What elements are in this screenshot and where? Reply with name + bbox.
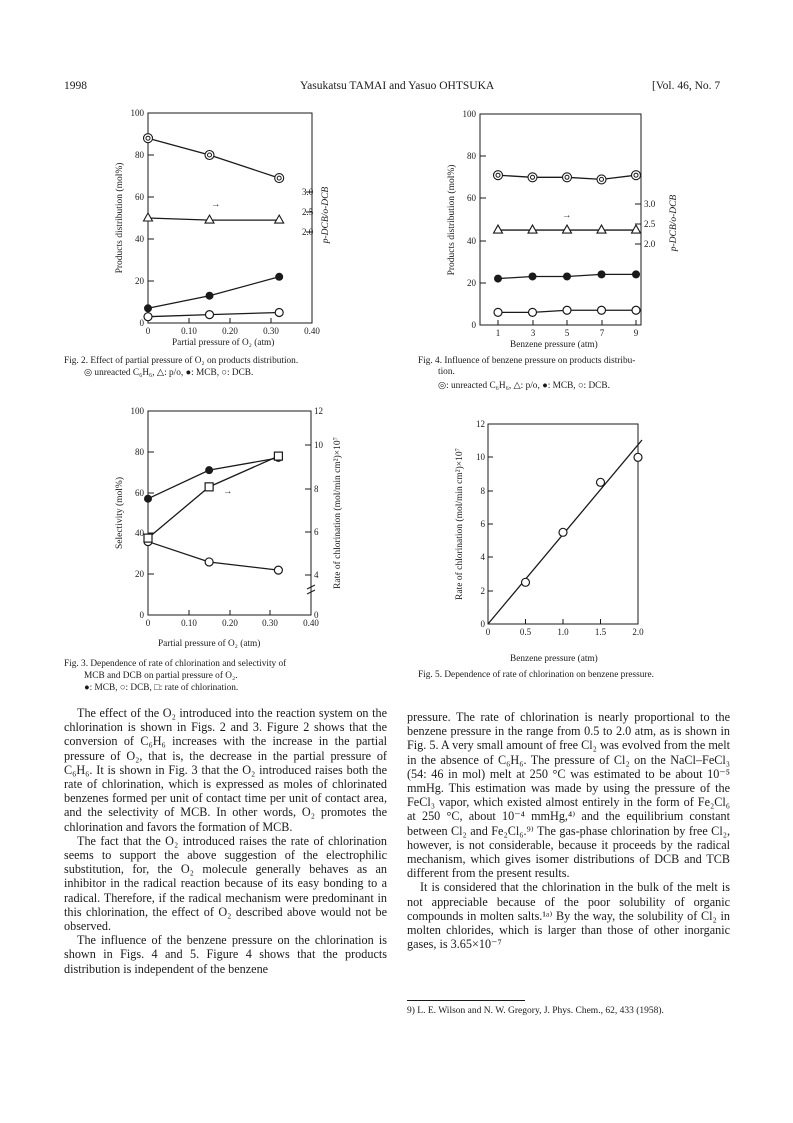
fig4-dcb-point xyxy=(494,308,502,316)
fig3-dcb-line xyxy=(148,542,278,571)
fig5-x-ticks xyxy=(526,619,601,624)
right-column xyxy=(407,710,730,951)
fig5-xtick-20: 2.0 xyxy=(632,627,644,637)
fig4-y2tick-25: 2.5 xyxy=(644,219,656,229)
fig3-rate-line xyxy=(148,456,278,538)
fig5-ytick-0: 0 xyxy=(480,619,485,629)
fig3-y2tick-8: 8 xyxy=(314,484,319,494)
fig3-x-ticks xyxy=(189,610,270,615)
fig4-xtick-3: 3 xyxy=(530,328,536,338)
fig2-ytick-40: 40 xyxy=(135,234,144,244)
fig3-caption-line1: Fig. 3. Dependence of rate of chlorination and selectivity of xyxy=(64,659,287,669)
fig3-arrow: → xyxy=(223,487,233,497)
fig2-mcb-point xyxy=(206,292,214,300)
fig4-frame xyxy=(480,114,641,325)
fig4-mcb-point xyxy=(494,275,502,283)
page-number: 1998 xyxy=(64,80,87,92)
fig5-xlabel: Benzene pressure (atm) xyxy=(510,654,598,664)
fig3-ylabel: Selectivity (mol%) xyxy=(115,476,125,550)
fig4-x-ticks xyxy=(498,320,636,325)
fig4-xtick-5: 5 xyxy=(564,328,570,338)
fig2-ytick-20: 20 xyxy=(135,276,144,286)
fig2-caption-line2: ◎ unreacted C₆H₆, △: p/o, ●: MCB, ○: DCB. xyxy=(84,368,254,378)
fig3-ytick-40: 40 xyxy=(135,528,144,538)
fig4-xlabel: Benzene pressure (atm) xyxy=(510,340,598,350)
fig2-ylabel: Products distribution (mol%) xyxy=(115,162,125,274)
fig2-arrow: → xyxy=(211,200,221,210)
fig5-caption: Fig. 5. Dependence of rate of chlorination on benzene pressure. xyxy=(418,670,654,680)
fig3-y2label: Rate of chlorination (mol/min cm²)×10⁷ xyxy=(333,437,343,589)
fig2-po-ratio-line xyxy=(148,218,279,220)
fig2-y2label: p-DCB/o-DCB xyxy=(321,186,331,244)
fig3-xtick-0: 0 xyxy=(145,618,151,628)
fig4-dcb-point xyxy=(529,308,537,316)
fig4-po-ratio-point xyxy=(528,225,537,233)
fig5-ytick-4: 4 xyxy=(480,552,485,562)
fig3-dcb-point xyxy=(205,558,213,566)
fig3-ytick-60: 60 xyxy=(135,488,144,498)
fig2-unreacted-point xyxy=(144,134,153,143)
fig5-rate-point xyxy=(597,478,605,486)
fig4-unreacted-point xyxy=(563,173,572,182)
fig3-xtick-010: 0.10 xyxy=(181,618,197,628)
fig2-xtick-010: 0.10 xyxy=(181,326,197,336)
fig4-unreacted-point xyxy=(597,175,606,184)
fig4-ytick-40: 40 xyxy=(467,236,476,246)
fig4-po-ratio-point xyxy=(563,225,572,233)
fig4-ytick-0: 0 xyxy=(471,320,476,330)
fig5-ytick-10: 10 xyxy=(476,452,485,462)
fig3-ytick-100: 100 xyxy=(130,406,144,416)
footnote-9: 9) L. E. Wilson and N. W. Gregory, J. Phys. Chem., 62, 433 (1958). xyxy=(407,1006,664,1016)
footnote-rule xyxy=(407,1000,525,1001)
fig3-ytick-0: 0 xyxy=(139,610,144,620)
fig4-arrow: → xyxy=(562,211,572,221)
fig4-y2label: p-DCB/o-DCB xyxy=(669,194,679,252)
fig2-xtick-040: 0.40 xyxy=(304,326,320,336)
fig2-mcb-point xyxy=(275,273,283,281)
fig5-ytick-12: 12 xyxy=(476,419,485,429)
fig4-mcb-point xyxy=(598,270,606,278)
left-paragraph-3: The influence of the benzene pressure on the chlorination is shown in Figs. 4 and 5. Figure 4 shows that the products distribution is independent of the benzene xyxy=(64,933,387,976)
running-title: Yasukatsu TAMAI and Yasuo OHTSUKA xyxy=(300,80,495,92)
fig2-xtick-020: 0.20 xyxy=(222,326,238,336)
fig3-caption-line2: MCB and DCB on partial pressure of O₂. xyxy=(84,671,238,681)
fig3-y2tick-10: 10 xyxy=(314,440,323,450)
fig4-xtick-7: 7 xyxy=(599,328,605,338)
fig4-ytick-100: 100 xyxy=(462,109,476,119)
fig5-xtick-15: 1.5 xyxy=(594,627,607,637)
fig5-frame xyxy=(488,424,638,624)
fig3-y-ticks xyxy=(148,452,154,574)
fig2-mcb-line xyxy=(148,277,279,309)
fig5-ylabel: Rate of chlorination (mol/min cm²)×10⁷ xyxy=(455,448,465,600)
fig5-rate-point xyxy=(522,578,530,586)
fig2-po-ratio-point xyxy=(144,213,153,221)
fig3-frame xyxy=(148,411,311,615)
fig4-ytick-80: 80 xyxy=(467,151,476,161)
fig5-chart xyxy=(432,415,662,645)
fig2-y2tick-25: 2.5 xyxy=(302,207,314,217)
fig3-rate-point xyxy=(205,483,213,491)
fig4-ytick-20: 20 xyxy=(467,278,476,288)
fig4-dcb-point xyxy=(598,306,606,314)
volume-info: [Vol. 46, No. 7 xyxy=(652,80,721,92)
fig4-y2tick-30: 3.0 xyxy=(644,199,656,209)
fig4-xtick-9: 9 xyxy=(633,328,639,338)
fig4-mcb-point xyxy=(529,272,537,280)
fig3-y2tick-4: 4 xyxy=(314,570,319,580)
fig4-xtick-1: 1 xyxy=(495,328,501,338)
left-column xyxy=(64,706,387,976)
right-paragraph-1: pressure. The rate of chlorination is nearly proportional to the benzene pressure in the range from 0.5 to 2.0 atm, as is shown in Fig. 5. A very small amount of free Cl₂ was evolved from the melt in the absence of C₆H₆. The pressure of Cl₂ on the NaCl–FeCl₃ (54: 46 in mol) melt at 250 °C was estimated to be about 10⁻⁵ mmHg. This estimation was made by using the pressure of the FeCl₃ vapor, which existed almost entirely in the form of Fe₂Cl₆ at 250 °C, about 10⁻⁴ mmHg,⁴⁾ and the equilibrium constant between Cl₂ and Fe₂Cl₆.⁹⁾ The gas-phase chlorination by free Cl₂, however, is not considerable, because it proceeds by the radical mechanism, which gives isomer distributions of DCB and TCB different from the present results. xyxy=(407,710,730,881)
fig4-y-ticks xyxy=(480,156,486,283)
fig4-po-ratio-point xyxy=(494,225,503,233)
fig3-chart xyxy=(100,405,350,635)
fig3-caption-line3: ●: MCB, ○: DCB, □: rate of chlorination. xyxy=(84,683,239,693)
fig2-y2tick-30: 3.0 xyxy=(302,187,314,197)
fig3-xtick-020: 0.20 xyxy=(222,618,238,628)
fig3-dcb-point xyxy=(274,566,282,574)
fig4-po-ratio-point xyxy=(632,225,641,233)
fig2-ytick-100: 100 xyxy=(130,108,144,118)
fig5-ytick-6: 6 xyxy=(480,519,485,529)
fig2-y2tick-20: 2.0 xyxy=(302,227,314,237)
fig2-ytick-60: 60 xyxy=(135,192,144,202)
fig3-mcb-point xyxy=(205,466,213,474)
fig2-dcb-point xyxy=(275,309,283,317)
fig2-caption-line1: Fig. 2. Effect of partial pressure of O₂ on products distribution. xyxy=(64,356,299,366)
fig4-chart xyxy=(432,105,697,355)
fig3-y2tick-6: 6 xyxy=(314,527,319,537)
fig4-caption-line3: ◎: unreacted C₆H₆, △: p/o, ●: MCB, ○: DCB. xyxy=(438,381,610,391)
fig4-ylabel: Products distribution (mol%) xyxy=(447,164,457,276)
left-paragraph-1: The effect of the O₂ introduced into the reaction system on the chlorination is shown in Figs. 2 and 3. Figure 2 shows that the conversion of C₆H₆ increases with the increase in the partial pressure of O₂, that is, the decrease in the partial pressure of C₆H₆. It is shown in Fig. 3 that the O₂ introduced raises both the rate of chlorination, which is expressed as moles of chlorinated benzenes formed per unit of contact time per unit of contact area, and the selectivity of MCB. In other words, O₂ promotes the chlorination and favors the formation of MCB. xyxy=(64,706,387,834)
fig4-unreacted-point xyxy=(494,171,503,180)
fig2-unreacted-point xyxy=(205,151,214,160)
fig3-mcb-line xyxy=(148,458,278,499)
fig2-ytick-80: 80 xyxy=(135,150,144,160)
fig3-rate-point xyxy=(274,452,282,460)
fig3-xlabel: Partial pressure of O₂ (atm) xyxy=(158,639,261,649)
fig3-ytick-80: 80 xyxy=(135,447,144,457)
fig2-unreacted-point xyxy=(275,174,284,183)
fig2-po-ratio-point xyxy=(205,215,214,223)
fig4-caption-line2: tion. xyxy=(438,367,455,377)
fig2-xlabel: Partial pressure of O₂ (atm) xyxy=(172,338,275,348)
fig3-y2tick-0: 0 xyxy=(314,610,319,620)
fig3-ytick-20: 20 xyxy=(135,569,144,579)
fig5-ytick-2: 2 xyxy=(480,586,485,596)
fig4-dcb-point xyxy=(563,306,571,314)
fig5-y-ticks xyxy=(488,457,493,591)
fig2-chart xyxy=(100,105,340,350)
fig4-unreacted-point xyxy=(632,171,641,180)
fig3-rate-point xyxy=(144,534,152,542)
fig5-rate-point xyxy=(634,453,642,461)
fig4-dcb-point xyxy=(632,306,640,314)
fig2-xtick-0: 0 xyxy=(145,326,151,336)
fig3-mcb-point xyxy=(144,495,152,503)
fig5-xtick-10: 1.0 xyxy=(557,627,569,637)
fig2-x-ticks xyxy=(189,318,271,323)
fig2-unreacted-line xyxy=(148,138,279,178)
fig5-ytick-8: 8 xyxy=(480,486,485,496)
fig2-xtick-030: 0.30 xyxy=(263,326,279,336)
fig2-dcb-point xyxy=(206,311,214,319)
fig2-po-ratio-point xyxy=(275,215,284,223)
fig4-ytick-60: 60 xyxy=(467,193,476,203)
fig4-po-ratio-point xyxy=(597,225,606,233)
fig4-y2-ticks xyxy=(635,204,641,244)
fig4-y2tick-20: 2.0 xyxy=(644,239,656,249)
fig2-ytick-0: 0 xyxy=(139,318,144,328)
fig4-caption-line1: Fig. 4. Influence of benzene pressure on products distribu- xyxy=(418,356,636,366)
fig3-xtick-030: 0.30 xyxy=(262,618,278,628)
right-paragraph-2: It is considered that the chlorination in the bulk of the melt is not appreciable because of the poor solubility of organic compounds in molten salts.¹ᵃ⁾ By the way, the solubility of Cl₂ in molten chlorides, which is larger than those of other inorganic gases, is 3.65×10⁻⁷ xyxy=(407,880,730,952)
fig3-y2tick-12: 12 xyxy=(314,406,323,416)
fig4-unreacted-point xyxy=(528,173,537,182)
fig4-mcb-point xyxy=(563,272,571,280)
fig5-rate-point xyxy=(559,528,567,536)
fig3-xtick-040: 0.40 xyxy=(303,618,319,628)
fig5-xtick-05: 0.5 xyxy=(519,627,532,637)
fig2-dcb-point xyxy=(144,313,152,321)
fig4-mcb-point xyxy=(632,270,640,278)
fig5-xtick-0: 0 xyxy=(485,627,491,637)
left-paragraph-2: The fact that the O₂ introduced raises the rate of chlorination seems to support the above suggestion of the electrophilic substitution, for, the O₂ molecule generally behaves as an inhibitor in the radical reaction because of its easy bonding to a radical. Therefore, if the radical mechanism were predominant in this chlorination, the effect of O₂ described above would not be observed. xyxy=(64,833,387,934)
fig2-mcb-point xyxy=(144,304,152,312)
fig3-y2-ticks xyxy=(305,411,311,575)
